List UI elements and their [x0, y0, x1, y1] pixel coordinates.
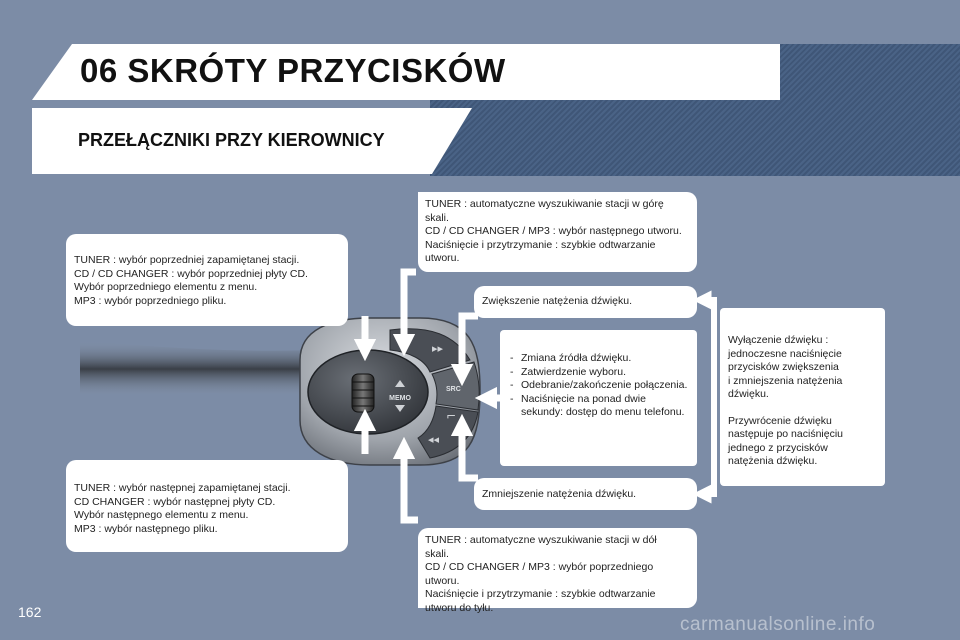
list-item: - Zmiana źródła dźwięku. [508, 352, 689, 366]
callout-line: TUNER : wybór poprzedniej zapamiętanej stacji. [74, 254, 300, 266]
memo-label: MEMO [389, 395, 411, 402]
list-item: - Odebranie/zakończenie połączenia. [508, 379, 689, 393]
callout-line: Zmniejszenie natężenia dźwięku. [482, 488, 637, 500]
callout-line: TUNER : wybór następnej zapamiętanej stacji. [74, 482, 291, 494]
callout-line: TUNER : automatyczne wyszukiwanie stacji w dół [425, 534, 657, 546]
callout-line: utworu do tyłu. [425, 601, 494, 614]
list-item: - Naciśnięcie na ponad dwie sekundy: dostęp do menu telefonu. [508, 393, 689, 420]
callout-line: MP3 : wybór poprzedniego pliku. [74, 294, 227, 307]
callout-mute [720, 308, 885, 486]
watermark: carmanualsonline.info [680, 614, 876, 635]
section-title: PRZEŁĄCZNIKI PRZY KIEROWNICY [78, 130, 385, 150]
callout-src [500, 330, 697, 466]
callout-line: Wyłączenie dźwięku : [728, 334, 829, 346]
callout-line: Przywrócenie dźwięku [728, 414, 832, 427]
fast-forward-icon: ▸▸ [432, 342, 444, 355]
callout-line: skali. [425, 211, 449, 224]
callout-tuner-prev [66, 234, 348, 326]
callout-line: MP3 : wybór następnego pliku. [74, 522, 218, 535]
callout-line: Zwiększenie natężenia dźwięku. [482, 295, 632, 307]
callout-line: TUNER : automatyczne wyszukiwanie stacji w górę [425, 198, 664, 210]
callout-line: Wybór poprzedniego elementu z menu. [74, 281, 258, 293]
callout-line: Wybór następnego elementu z menu. [74, 509, 249, 521]
page-number: 162 [18, 604, 42, 620]
callout-line: Naciśnięcie i przytrzymanie : szybkie odtwarzanie [425, 238, 656, 251]
callout-line: utworu. [425, 252, 460, 264]
callout-volume-down [474, 478, 697, 510]
callout-line: CD / CD CHANGER : wybór poprzedniej płyty CD. [74, 267, 308, 280]
callout-seek-down [418, 528, 697, 614]
callout-volume-up [474, 286, 697, 318]
callout-line: CD CHANGER : wybór następnej płyty CD. [74, 495, 276, 508]
callout-line: CD / CD CHANGER / MP3 : wybór poprzedniego utworu. [425, 561, 654, 587]
stalk-shaft [80, 340, 330, 398]
callout-line: CD / CD CHANGER / MP3 : wybór następnego utworu. [425, 225, 682, 237]
src-label: SRC [446, 386, 461, 393]
rewind-icon: ◂◂ [428, 433, 440, 446]
arrow-mute-bracket [702, 300, 714, 494]
callout-line: następuje po naciśnięciu [728, 428, 843, 440]
callout-line: przycisków zwiększenia [728, 361, 839, 373]
callout-line: i zmniejszenia natężenia [728, 374, 843, 387]
callout-tuner-next [66, 460, 348, 552]
callout-seek-up [418, 192, 697, 272]
callout-line: natężenia dźwięku. [728, 455, 818, 467]
callout-line: dźwięku. [728, 388, 769, 400]
callout-line: Naciśnięcie i przytrzymanie : szybkie odtwarzanie [425, 588, 656, 600]
callout-line: jednoczesne naciśnięcie [728, 347, 842, 360]
list-item: - Zatwierdzenie wyboru. [508, 366, 689, 380]
callout-line: skali. [425, 547, 449, 560]
phone-icon: ⌐ [446, 409, 457, 423]
src-list [508, 352, 689, 420]
page-title: 06 SKRÓTY PRZYCISKÓW [80, 52, 506, 89]
callout-line: jednego z przycisków [728, 441, 828, 454]
